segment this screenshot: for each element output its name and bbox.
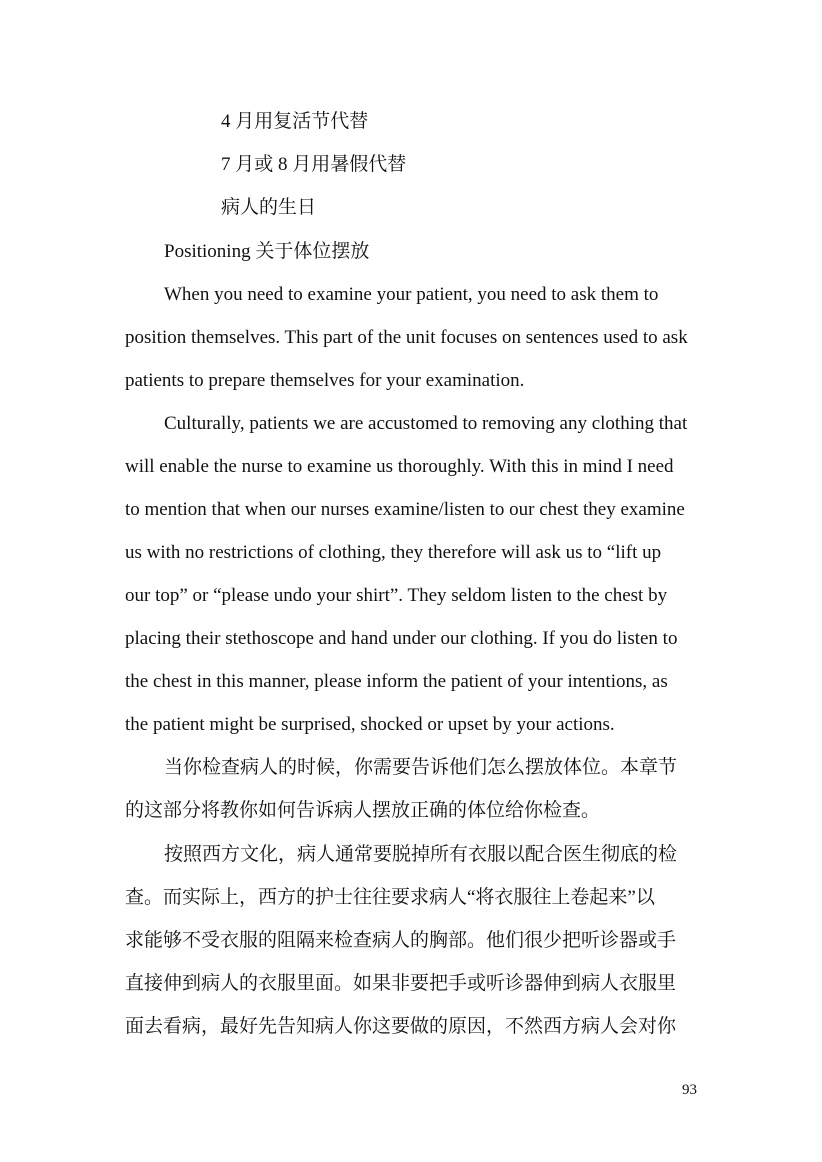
page-number: 93	[682, 1082, 697, 1098]
list-item: 病人的生日	[221, 197, 317, 218]
paragraph-line: our top” or “please undo your shirt”. They seldom listen to the chest by	[125, 585, 668, 606]
paragraph-line: When you need to examine your patient, you need to ask them to	[164, 284, 659, 305]
paragraph-line: the patient might be surprised, shocked or upset by your actions.	[125, 714, 615, 735]
paragraph-line: us with no restrictions of clothing, they therefore will ask us to “lift up	[125, 542, 662, 563]
paragraph-line: position themselves. This part of the unit focuses on sentences used to ask	[125, 327, 688, 348]
paragraph-line: will enable the nurse to examine us thoroughly. With this in mind I need	[125, 456, 674, 477]
paragraph-line: 当你检查病人的时候，你需要告诉他们怎么摆放体位。本章节	[164, 757, 678, 778]
section-heading: Positioning 关于体位摆放	[164, 241, 370, 262]
paragraph-line: 查。而实际上，西方的护士往往要求病人“将衣服往上卷起来”以	[125, 887, 655, 908]
paragraph-line: the chest in this manner, please inform the patient of your intentions, as	[125, 671, 668, 692]
paragraph-line: placing their stethoscope and hand under our clothing. If you do listen to	[125, 628, 678, 649]
paragraph-line: to mention that when our nurses examine/listen to our chest they examine	[125, 499, 685, 520]
paragraph-line: 面去看病，最好先告知病人你这要做的原因，不然西方病人会对你	[125, 1016, 677, 1037]
paragraph-line: 的这部分将教你如何告诉病人摆放正确的体位给你检查。	[125, 800, 601, 821]
paragraph-line: 直接伸到病人的衣服里面。如果非要把手或听诊器伸到病人衣服里	[125, 973, 677, 994]
list-item: 7 月或 8 月用暑假代替	[221, 154, 407, 175]
paragraph-line: Culturally, patients we are accustomed to removing any clothing that	[164, 413, 688, 434]
list-item: 4 月用复活节代替	[221, 111, 369, 132]
paragraph-line: 按照西方文化，病人通常要脱掉所有衣服以配合医生彻底的检	[164, 844, 678, 865]
paragraph-line: patients to prepare themselves for your examination.	[125, 370, 525, 391]
paragraph-line: 求能够不受衣服的阻隔来检查病人的胸部。他们很少把听诊器或手	[125, 930, 677, 951]
